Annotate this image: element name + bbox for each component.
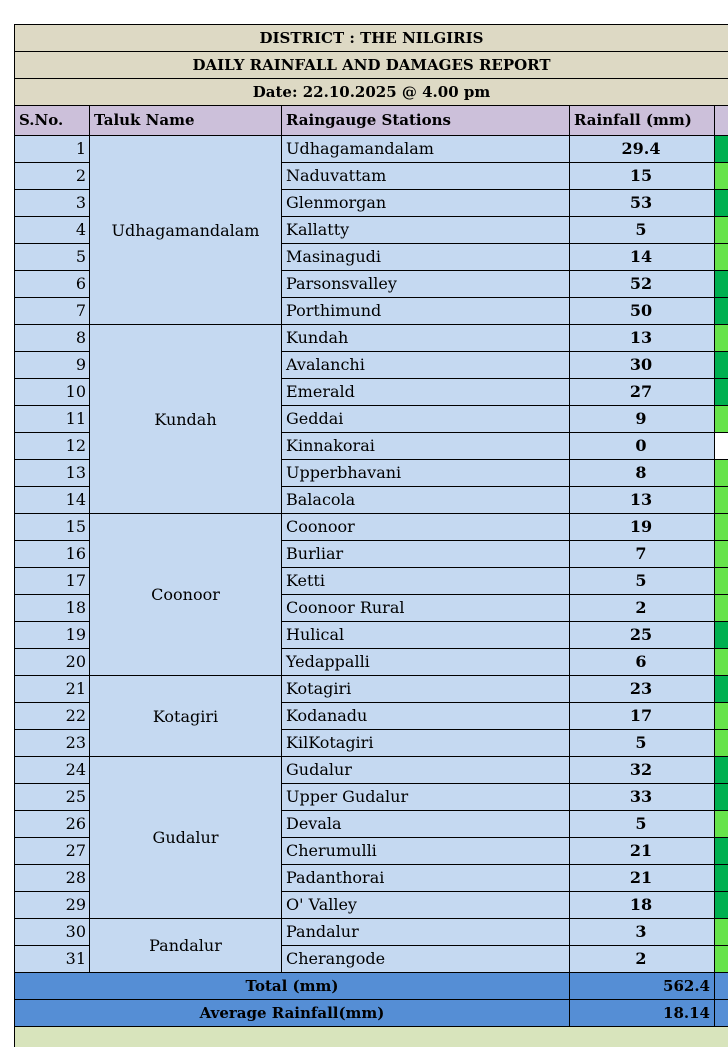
- rainfall-level-indicator: [714, 838, 728, 865]
- rainfall-level-indicator: [714, 514, 728, 541]
- column-header-stations: Raingauge Stations: [281, 106, 569, 136]
- table-row: [281, 460, 728, 487]
- station-name-cell: Kallatty: [281, 217, 569, 244]
- average-label: Average Rainfall(mm): [14, 1000, 569, 1027]
- taluk-group: [14, 757, 728, 919]
- station-name-cell: Porthimund: [281, 298, 569, 325]
- rainfall-level-indicator: [714, 622, 728, 649]
- rainfall-level-indicator: [714, 811, 728, 838]
- sno-cell: 19: [14, 622, 89, 649]
- station-name-cell: Kundah: [281, 325, 569, 352]
- sno-cell: 27: [14, 838, 89, 865]
- rainfall-level-indicator: [714, 487, 728, 514]
- table-row: [281, 406, 728, 433]
- station-rows: [281, 676, 728, 757]
- table-row: [281, 946, 728, 973]
- rainfall-level-indicator: [714, 298, 728, 325]
- sno-cell: 8: [14, 325, 89, 352]
- rainfall-level-indicator: [714, 568, 728, 595]
- station-name-cell: Upper Gudalur: [281, 784, 569, 811]
- table-row: [281, 487, 728, 514]
- sno-column: [14, 676, 89, 757]
- rainfall-level-indicator: [714, 892, 728, 919]
- sno-cell: 7: [14, 298, 89, 325]
- taluk-group: [14, 325, 728, 514]
- rainfall-value-cell: 27: [569, 379, 714, 406]
- rainfall-level-indicator: [714, 649, 728, 676]
- station-name-cell: Balacola: [281, 487, 569, 514]
- rainfall-level-indicator: [714, 460, 728, 487]
- rainfall-value-cell: 19: [569, 514, 714, 541]
- station-name-cell: Upperbhavani: [281, 460, 569, 487]
- station-name-cell: Hulical: [281, 622, 569, 649]
- station-name-cell: Geddai: [281, 406, 569, 433]
- rainfall-value-cell: 9: [569, 406, 714, 433]
- rainfall-value-cell: 15: [569, 163, 714, 190]
- rainfall-value-cell: 33: [569, 784, 714, 811]
- rainfall-level-indicator: [714, 163, 728, 190]
- station-name-cell: Cherangode: [281, 946, 569, 973]
- column-header-rainfall: Rainfall (mm): [569, 106, 714, 136]
- sno-cell: 17: [14, 568, 89, 595]
- table-row: [281, 325, 728, 352]
- total-level-cell: [714, 973, 728, 1000]
- sno-cell: 24: [14, 757, 89, 784]
- total-label: Total (mm): [14, 973, 569, 1000]
- rainfall-level-indicator: [714, 946, 728, 973]
- rainfall-value-cell: 53: [569, 190, 714, 217]
- rainfall-level-indicator: [714, 325, 728, 352]
- table-body: [14, 136, 728, 973]
- taluk-name-cell: Pandalur: [89, 919, 281, 973]
- sno-column: [14, 919, 89, 973]
- rainfall-value-cell: 21: [569, 838, 714, 865]
- rainfall-value-cell: 50: [569, 298, 714, 325]
- sno-cell: 29: [14, 892, 89, 919]
- column-header-taluk: Taluk Name: [89, 106, 281, 136]
- rainfall-level-indicator: [714, 730, 728, 757]
- table-row: [281, 352, 728, 379]
- station-rows: [281, 325, 728, 514]
- rainfall-value-cell: 23: [569, 676, 714, 703]
- rainfall-level-indicator: [714, 703, 728, 730]
- sno-cell: 15: [14, 514, 89, 541]
- sno-cell: 21: [14, 676, 89, 703]
- report-date: Date: 22.10.2025 @ 4.00 pm: [14, 78, 728, 105]
- table-row: [281, 163, 728, 190]
- rainfall-value-cell: 25: [569, 622, 714, 649]
- rainfall-value-cell: 13: [569, 487, 714, 514]
- taluk-group: [14, 676, 728, 757]
- taluk-name-cell: Gudalur: [89, 757, 281, 919]
- sno-cell: 6: [14, 271, 89, 298]
- station-rows: [281, 757, 728, 919]
- sno-cell: 1: [14, 136, 89, 163]
- rainfall-level-indicator: [714, 217, 728, 244]
- rainfall-level-indicator: [714, 595, 728, 622]
- rainfall-value-cell: 5: [569, 568, 714, 595]
- station-rows: [281, 514, 728, 676]
- rainfall-value-cell: 32: [569, 757, 714, 784]
- table-row: [281, 676, 728, 703]
- station-name-cell: Pandalur: [281, 919, 569, 946]
- total-value: 562.4: [569, 973, 714, 1000]
- sno-column: [14, 325, 89, 514]
- rainfall-level-indicator: [714, 190, 728, 217]
- taluk-name-cell: Kundah: [89, 325, 281, 514]
- station-name-cell: Gudalur: [281, 757, 569, 784]
- sno-cell: 4: [14, 217, 89, 244]
- rainfall-level-indicator: [714, 865, 728, 892]
- sno-cell: 3: [14, 190, 89, 217]
- taluk-name-cell: Udhagamandalam: [89, 136, 281, 325]
- rainfall-value-cell: 7: [569, 541, 714, 568]
- table-row: [281, 919, 728, 946]
- rainfall-value-cell: 29.4: [569, 136, 714, 163]
- rainfall-level-indicator: [714, 757, 728, 784]
- station-name-cell: Glenmorgan: [281, 190, 569, 217]
- report-title: DAILY RAINFALL AND DAMAGES REPORT: [14, 51, 728, 78]
- station-name-cell: Naduvattam: [281, 163, 569, 190]
- average-row: [14, 1000, 728, 1027]
- district-title: DISTRICT : THE NILGIRIS: [14, 24, 728, 51]
- column-header-level: [714, 106, 728, 136]
- table-row: [281, 190, 728, 217]
- station-name-cell: Padanthorai: [281, 865, 569, 892]
- average-level-cell: [714, 1000, 728, 1027]
- sno-cell: 23: [14, 730, 89, 757]
- sno-cell: 22: [14, 703, 89, 730]
- rainfall-level-indicator: [714, 784, 728, 811]
- rainfall-report-sheet: [14, 24, 728, 1047]
- rainfall-level-indicator: [714, 406, 728, 433]
- rainfall-value-cell: 17: [569, 703, 714, 730]
- station-name-cell: Cherumulli: [281, 838, 569, 865]
- table-row: [281, 568, 728, 595]
- table-row: [281, 271, 728, 298]
- column-header-sno: S.No.: [14, 106, 89, 136]
- station-name-cell: Yedappalli: [281, 649, 569, 676]
- rainfall-value-cell: 6: [569, 649, 714, 676]
- rainfall-value-cell: 5: [569, 730, 714, 757]
- table-row: [281, 541, 728, 568]
- taluk-name-cell: Kotagiri: [89, 676, 281, 757]
- rainfall-level-indicator: [714, 244, 728, 271]
- sno-cell: 26: [14, 811, 89, 838]
- rainfall-value-cell: 21: [569, 865, 714, 892]
- sno-cell: 28: [14, 865, 89, 892]
- sno-cell: 20: [14, 649, 89, 676]
- rainfall-value-cell: 30: [569, 352, 714, 379]
- station-name-cell: Ketti: [281, 568, 569, 595]
- table-row: [281, 865, 728, 892]
- station-rows: [281, 136, 728, 325]
- table-row: [281, 217, 728, 244]
- station-rows: [281, 919, 728, 973]
- sno-column: [14, 757, 89, 919]
- rainfall-value-cell: 0: [569, 433, 714, 460]
- average-value: 18.14: [569, 1000, 714, 1027]
- table-row: [281, 784, 728, 811]
- taluk-group: [14, 514, 728, 676]
- sno-cell: 30: [14, 919, 89, 946]
- sno-cell: 5: [14, 244, 89, 271]
- sno-cell: 11: [14, 406, 89, 433]
- station-name-cell: Coonoor Rural: [281, 595, 569, 622]
- rainfall-value-cell: 3: [569, 919, 714, 946]
- sno-cell: 2: [14, 163, 89, 190]
- rainfall-value-cell: 13: [569, 325, 714, 352]
- sno-cell: 16: [14, 541, 89, 568]
- table-row: [281, 703, 728, 730]
- station-name-cell: Masinagudi: [281, 244, 569, 271]
- sheet-footer: [14, 1027, 728, 1047]
- station-name-cell: O' Valley: [281, 892, 569, 919]
- station-name-cell: Udhagamandalam: [281, 136, 569, 163]
- table-row: [281, 892, 728, 919]
- sno-cell: 14: [14, 487, 89, 514]
- sno-cell: 9: [14, 352, 89, 379]
- rainfall-value-cell: 18: [569, 892, 714, 919]
- station-name-cell: Burliar: [281, 541, 569, 568]
- table-row: [281, 136, 728, 163]
- taluk-name-cell: Coonoor: [89, 514, 281, 676]
- rainfall-level-indicator: [714, 541, 728, 568]
- table-row: [281, 298, 728, 325]
- sno-cell: 18: [14, 595, 89, 622]
- sno-column: [14, 514, 89, 676]
- station-name-cell: Emerald: [281, 379, 569, 406]
- table-row: [281, 244, 728, 271]
- sno-cell: 12: [14, 433, 89, 460]
- table-row: [281, 433, 728, 460]
- column-header-row: [14, 105, 728, 136]
- rainfall-level-indicator: [714, 136, 728, 163]
- station-name-cell: Parsonsvalley: [281, 271, 569, 298]
- station-name-cell: Kinnakorai: [281, 433, 569, 460]
- table-row: [281, 811, 728, 838]
- rainfall-value-cell: 5: [569, 811, 714, 838]
- rainfall-value-cell: 2: [569, 595, 714, 622]
- table-row: [281, 730, 728, 757]
- sno-cell: 31: [14, 946, 89, 973]
- rainfall-value-cell: 5: [569, 217, 714, 244]
- station-name-cell: Kodanadu: [281, 703, 569, 730]
- rainfall-value-cell: 14: [569, 244, 714, 271]
- rainfall-level-indicator: [714, 676, 728, 703]
- table-row: [281, 595, 728, 622]
- station-name-cell: Kotagiri: [281, 676, 569, 703]
- rainfall-level-indicator: [714, 433, 728, 460]
- rainfall-value-cell: 52: [569, 271, 714, 298]
- rainfall-level-indicator: [714, 271, 728, 298]
- table-row: [281, 757, 728, 784]
- rainfall-level-indicator: [714, 352, 728, 379]
- rainfall-level-indicator: [714, 919, 728, 946]
- station-name-cell: KilKotagiri: [281, 730, 569, 757]
- total-row: [14, 973, 728, 1000]
- station-name-cell: Avalanchi: [281, 352, 569, 379]
- sno-cell: 25: [14, 784, 89, 811]
- taluk-group: [14, 136, 728, 325]
- station-name-cell: Devala: [281, 811, 569, 838]
- sno-cell: 10: [14, 379, 89, 406]
- rainfall-value-cell: 2: [569, 946, 714, 973]
- taluk-group: [14, 919, 728, 973]
- sno-cell: 13: [14, 460, 89, 487]
- table-row: [281, 649, 728, 676]
- table-row: [281, 379, 728, 406]
- station-name-cell: Coonoor: [281, 514, 569, 541]
- table-row: [281, 838, 728, 865]
- rainfall-level-indicator: [714, 379, 728, 406]
- table-row: [281, 514, 728, 541]
- table-row: [281, 622, 728, 649]
- sno-column: [14, 136, 89, 325]
- rainfall-value-cell: 8: [569, 460, 714, 487]
